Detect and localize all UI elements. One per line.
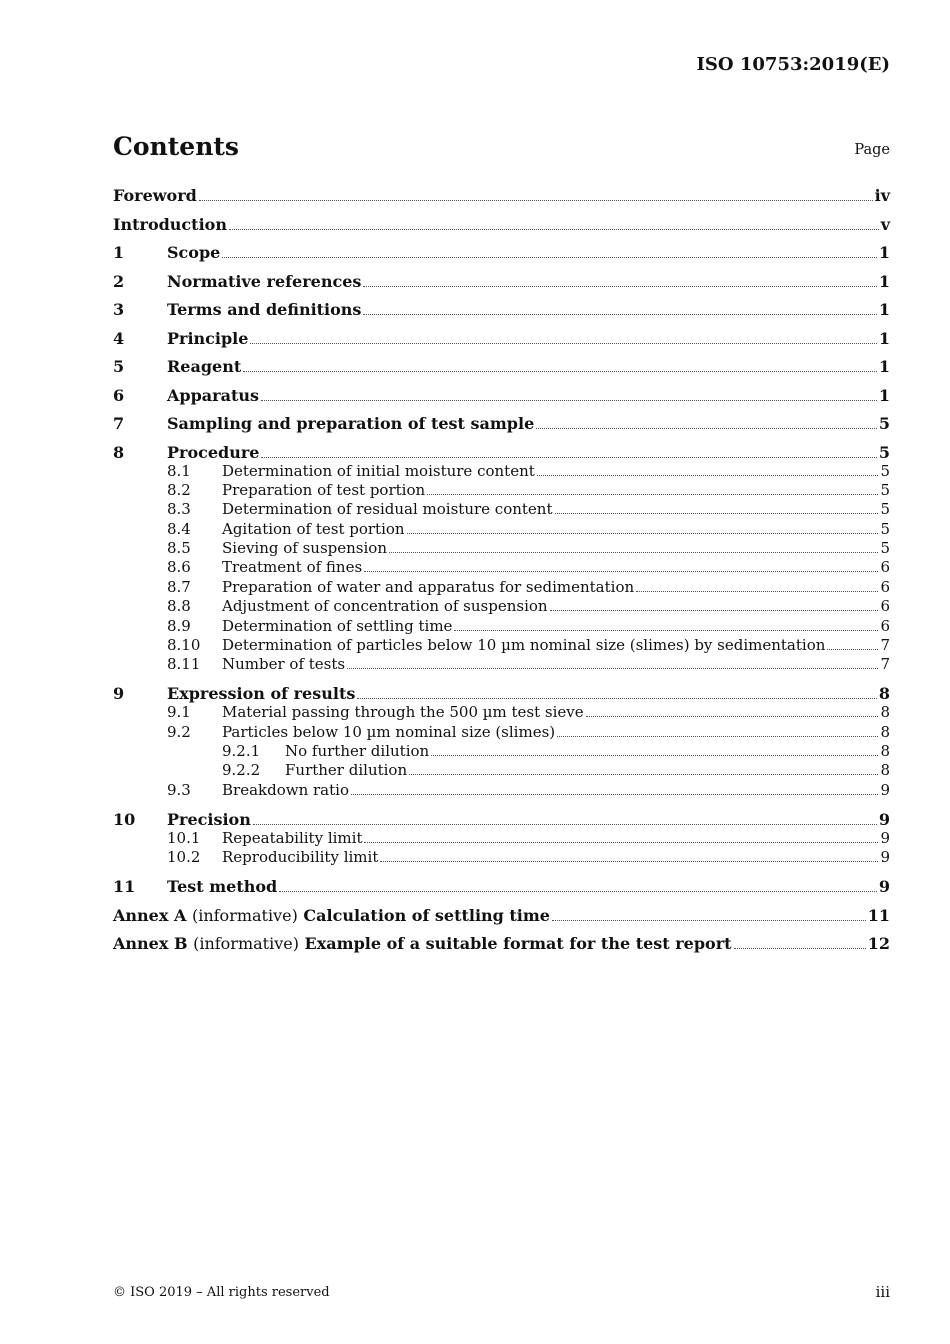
dot-leader — [389, 551, 878, 553]
dot-leader — [364, 841, 878, 843]
toc-number: 4 — [113, 328, 125, 348]
toc-number: 9.1 — [167, 703, 191, 722]
toc-page: iv — [874, 186, 890, 205]
toc-page: 1 — [878, 357, 890, 376]
dot-leader — [380, 860, 878, 862]
annex-type: (informative) — [191, 905, 298, 925]
toc-title: Foreword — [113, 186, 197, 205]
annex-label: Annex A — [113, 905, 187, 925]
toc-page: 5 — [878, 442, 890, 462]
toc-number: 7 — [113, 414, 125, 433]
dot-leader — [734, 947, 866, 949]
toc-subentry[interactable] — [113, 617, 890, 636]
dot-leader — [243, 370, 877, 372]
dot-leader — [279, 890, 877, 892]
toc-title: Apparatus — [167, 385, 259, 405]
dot-leader — [222, 256, 877, 258]
toc-page: 9 — [878, 877, 890, 897]
toc-number: 8.8 — [167, 597, 191, 616]
toc-entry-test-method[interactable] — [113, 877, 890, 896]
toc-subsubentry[interactable] — [113, 742, 890, 761]
toc-number: 8.5 — [167, 539, 191, 558]
toc-page: 8 — [880, 742, 890, 761]
dot-leader — [552, 919, 866, 921]
toc-page: 1 — [878, 243, 890, 262]
dot-leader — [261, 399, 877, 401]
dot-leader — [636, 590, 878, 592]
dot-leader — [536, 427, 877, 429]
toc-entry-sampling[interactable] — [113, 414, 890, 433]
toc-entry-foreword[interactable] — [113, 186, 890, 205]
toc-page: 5 — [880, 519, 890, 538]
toc-title: Determination of initial moisture content — [222, 461, 535, 480]
toc-subentry[interactable] — [113, 848, 890, 867]
toc-number: 5 — [113, 357, 125, 376]
toc-page: 6 — [880, 616, 890, 635]
dot-leader — [229, 228, 879, 230]
table-of-contents — [113, 186, 890, 953]
toc-title: Agitation of test portion — [222, 519, 405, 538]
dot-leader — [253, 823, 877, 825]
toc-title: Preparation of water and apparatus for sedimentation — [222, 577, 635, 596]
dot-leader — [363, 285, 876, 287]
dot-leader — [555, 512, 879, 514]
copyright-notice: © ISO 2019 – All rights reserved — [113, 1285, 330, 1300]
toc-title: Particles below 10 µm nominal size (slimes) — [222, 722, 556, 741]
toc-number: 9 — [113, 684, 125, 704]
toc-title: Reproducibility limit — [222, 848, 379, 867]
toc-title: Determination of residual moisture content — [222, 500, 553, 519]
toc-page: 9 — [880, 780, 890, 799]
toc-title: Expression of results — [167, 684, 356, 704]
toc-page: 5 — [880, 539, 890, 558]
toc-number: 2 — [113, 271, 125, 291]
dot-leader — [557, 735, 878, 737]
toc-title: Terms and definitions — [167, 300, 362, 319]
toc-page: 5 — [880, 500, 890, 519]
toc-page: 9 — [880, 828, 890, 847]
toc-entry-terms[interactable] — [113, 300, 890, 319]
toc-page: 6 — [880, 558, 890, 577]
toc-page: 8 — [880, 722, 890, 741]
toc-subsubentry[interactable] — [113, 761, 890, 780]
toc-entry-annex-b[interactable] — [113, 934, 890, 953]
dot-leader — [363, 313, 876, 315]
toc-number: 8.11 — [167, 655, 201, 674]
toc-subentry[interactable] — [113, 723, 890, 742]
dot-leader — [454, 629, 878, 631]
toc-number: 8.3 — [167, 500, 191, 519]
toc-page: v — [880, 214, 890, 234]
toc-page: 5 — [878, 414, 890, 433]
toc-subentry[interactable] — [113, 655, 890, 674]
toc-entry-scope[interactable] — [113, 243, 890, 262]
toc-number: 10 — [113, 809, 136, 829]
toc-subentry[interactable] — [113, 539, 890, 558]
toc-subentry[interactable] — [113, 597, 890, 616]
toc-title: Test method — [167, 877, 278, 897]
toc-number: 8.7 — [167, 577, 191, 596]
toc-subentry[interactable] — [113, 500, 890, 519]
dot-leader — [409, 773, 878, 775]
dot-leader — [250, 342, 876, 344]
toc-title: Scope — [167, 243, 221, 262]
dot-leader — [407, 532, 879, 534]
toc-number: 10.2 — [167, 848, 201, 867]
toc-title: Example of a suitable format for the test report — [304, 934, 732, 954]
dot-leader — [431, 754, 878, 756]
toc-title: Repeatability limit — [222, 828, 363, 847]
toc-title: Determination of particles below 10 µm nominal size (slimes) by sedimentation — [222, 636, 826, 655]
toc-page: 9 — [878, 809, 890, 829]
toc-title: Adjustment of concentration of suspension — [222, 597, 548, 616]
toc-page: 5 — [880, 461, 890, 480]
toc-title: Determination of settling time — [222, 616, 453, 635]
toc-entry-reagent[interactable] — [113, 357, 890, 376]
dot-leader — [347, 667, 878, 669]
toc-number: 8.9 — [167, 616, 191, 635]
dot-leader — [586, 715, 879, 717]
toc-title: Principle — [167, 328, 249, 348]
toc-page: 9 — [880, 848, 890, 867]
toc-entry-normative-references[interactable] — [113, 272, 890, 291]
toc-number: 8.4 — [167, 519, 191, 538]
toc-page: 12 — [867, 934, 890, 954]
toc-title: Material passing through the 500 µm test sieve — [222, 703, 584, 722]
toc-entry-principle[interactable] — [113, 329, 890, 348]
toc-number: 8.1 — [167, 461, 191, 480]
toc-title: Number of tests — [222, 655, 346, 674]
toc-page: 1 — [878, 271, 890, 291]
annex-type: (informative) — [193, 934, 299, 954]
toc-number: 8.10 — [167, 636, 201, 655]
toc-entry-apparatus[interactable] — [113, 386, 890, 405]
toc-page: 8 — [880, 761, 890, 780]
toc-subentry[interactable] — [113, 578, 890, 597]
toc-number: 9.2 — [167, 722, 191, 741]
dot-leader — [357, 697, 877, 699]
toc-title: Reagent — [167, 357, 242, 376]
dot-leader — [537, 474, 879, 476]
dot-leader — [261, 456, 876, 458]
toc-number: 11 — [113, 877, 136, 897]
toc-entry-introduction[interactable] — [113, 215, 890, 234]
toc-title: Sieving of suspension — [222, 539, 387, 558]
toc-title: Procedure — [167, 442, 260, 462]
toc-title: Further dilution — [285, 761, 408, 780]
dot-leader — [827, 648, 878, 650]
toc-title: Precision — [167, 809, 251, 829]
toc-number: 9.3 — [167, 780, 191, 799]
toc-page: 11 — [867, 905, 890, 925]
toc-subentry[interactable] — [113, 829, 890, 848]
dot-leader — [550, 609, 879, 611]
toc-subentry[interactable] — [113, 481, 890, 500]
toc-number: 8.2 — [167, 480, 191, 499]
toc-page: 1 — [878, 300, 890, 319]
toc-title: No further dilution — [285, 742, 430, 761]
toc-subentry[interactable] — [113, 558, 890, 577]
toc-page: 1 — [878, 328, 890, 348]
dot-leader — [364, 570, 878, 572]
toc-entry-precision[interactable] — [113, 810, 890, 829]
toc-title: Calculation of settling time — [303, 905, 550, 925]
toc-number: 1 — [113, 243, 125, 262]
dot-leader — [427, 493, 878, 495]
toc-page: 6 — [880, 597, 890, 616]
toc-page: 1 — [878, 385, 890, 405]
toc-subentry[interactable] — [113, 703, 890, 722]
toc-subentry[interactable] — [113, 520, 890, 539]
toc-page: 8 — [880, 703, 890, 722]
toc-number: 8.6 — [167, 558, 191, 577]
toc-number: 6 — [113, 385, 125, 405]
toc-entry-expression-of-results[interactable] — [113, 684, 890, 703]
toc-page: 7 — [880, 636, 890, 655]
dot-leader — [351, 793, 878, 795]
toc-page: 5 — [880, 480, 890, 499]
toc-number: 3 — [113, 300, 125, 319]
toc-page: 6 — [880, 577, 890, 596]
toc-title: Breakdown ratio — [222, 780, 349, 799]
page-number: iii — [875, 1283, 890, 1301]
toc-subentry[interactable] — [113, 781, 890, 800]
toc-title: Sampling and preparation of test sample — [167, 414, 535, 433]
toc-page: 8 — [878, 684, 890, 704]
toc-title: Introduction — [113, 214, 227, 234]
page-column-label: Page — [854, 142, 890, 158]
toc-entry-annex-a[interactable] — [113, 906, 890, 925]
toc-number: 8 — [113, 442, 125, 462]
contents-title: Contents — [113, 132, 240, 161]
toc-page: 7 — [880, 655, 890, 674]
toc-subentry[interactable] — [113, 636, 890, 655]
toc-number: 9.2.1 — [222, 742, 261, 761]
document-id: ISO 10753:2019(E) — [696, 54, 890, 75]
toc-number: 10.1 — [167, 828, 201, 847]
toc-title: Normative references — [167, 271, 362, 291]
toc-entry-procedure[interactable] — [113, 443, 890, 462]
toc-title: Preparation of test portion — [222, 480, 426, 499]
toc-title: Treatment of fines — [222, 558, 363, 577]
dot-leader — [199, 199, 873, 201]
toc-subentry[interactable] — [113, 462, 890, 481]
toc-number: 9.2.2 — [222, 761, 261, 780]
annex-label: Annex B — [113, 934, 188, 954]
